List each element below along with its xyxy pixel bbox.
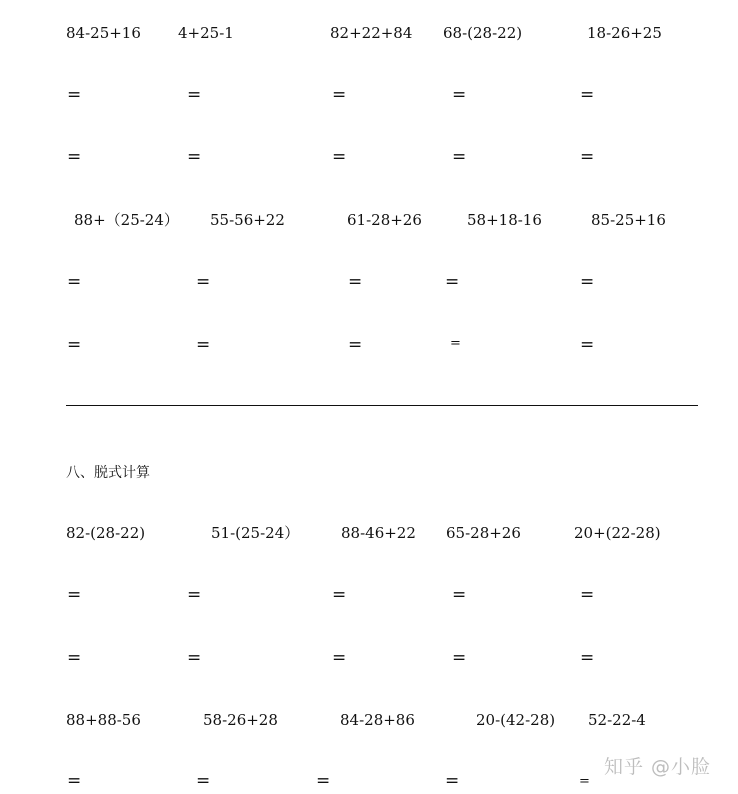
equals-sign: = <box>67 147 82 167</box>
equals-sign: = <box>580 335 595 355</box>
equals-sign: = <box>332 85 347 105</box>
equals-sign: = <box>187 648 202 668</box>
section-divider <box>66 405 698 406</box>
expression: 84-25+16 <box>66 24 141 42</box>
equals-sign: = <box>187 147 202 167</box>
expression: 61-28+26 <box>347 211 422 229</box>
equals-sign: = <box>452 147 467 167</box>
expression: 4+25-1 <box>178 24 234 42</box>
expression: 84-28+86 <box>340 711 415 729</box>
equals-sign: = <box>196 771 211 791</box>
equals-sign: = <box>67 335 82 355</box>
equals-sign: = <box>67 85 82 105</box>
expression: 58-26+28 <box>203 711 278 729</box>
equals-sign: = <box>348 335 363 355</box>
watermark: 知乎 @小脸 <box>604 756 712 778</box>
equals-sign: = <box>580 585 595 605</box>
equals-sign: = <box>187 85 202 105</box>
expression: 20-(42-28) <box>476 711 556 729</box>
expression: 85-25+16 <box>591 211 666 229</box>
equals-sign: = <box>445 272 460 292</box>
equals-sign: = <box>580 147 595 167</box>
equals-sign: = <box>196 272 211 292</box>
equals-sign: = <box>348 272 363 292</box>
equals-sign: = <box>332 585 347 605</box>
equals-sign: = <box>452 85 467 105</box>
equals-sign: = <box>452 648 467 668</box>
expression: 82+22+84 <box>330 24 413 42</box>
expression: 20+(22-28) <box>574 524 661 542</box>
equals-sign: = <box>67 771 82 791</box>
expression: 88+（25-24） <box>74 211 179 229</box>
equals-sign: = <box>196 335 211 355</box>
expression: 51-(25-24） <box>211 524 300 542</box>
equals-sign: = <box>452 585 467 605</box>
equals-sign: = <box>67 585 82 605</box>
expression: 52-22-4 <box>588 711 646 729</box>
expression: 68-(28-22) <box>443 24 523 42</box>
equals-sign: = <box>332 648 347 668</box>
equals-sign: = <box>580 648 595 668</box>
section-heading: 八、脱式计算 <box>66 465 150 481</box>
equals-sign: = <box>450 336 461 351</box>
expression: 82-(28-22) <box>66 524 146 542</box>
equals-sign: = <box>580 85 595 105</box>
equals-sign: = <box>67 648 82 668</box>
equals-sign: = <box>445 771 460 791</box>
equals-sign: = <box>67 272 82 292</box>
expression: 55-56+22 <box>210 211 285 229</box>
expression: 58+18-16 <box>467 211 542 229</box>
equals-sign: = <box>316 771 331 791</box>
expression: 18-26+25 <box>587 24 662 42</box>
expression: 88+88-56 <box>66 711 141 729</box>
equals-sign: = <box>579 774 590 789</box>
equals-sign: = <box>580 272 595 292</box>
equals-sign: = <box>187 585 202 605</box>
expression: 88-46+22 <box>341 524 416 542</box>
expression: 65-28+26 <box>446 524 521 542</box>
equals-sign: = <box>332 147 347 167</box>
